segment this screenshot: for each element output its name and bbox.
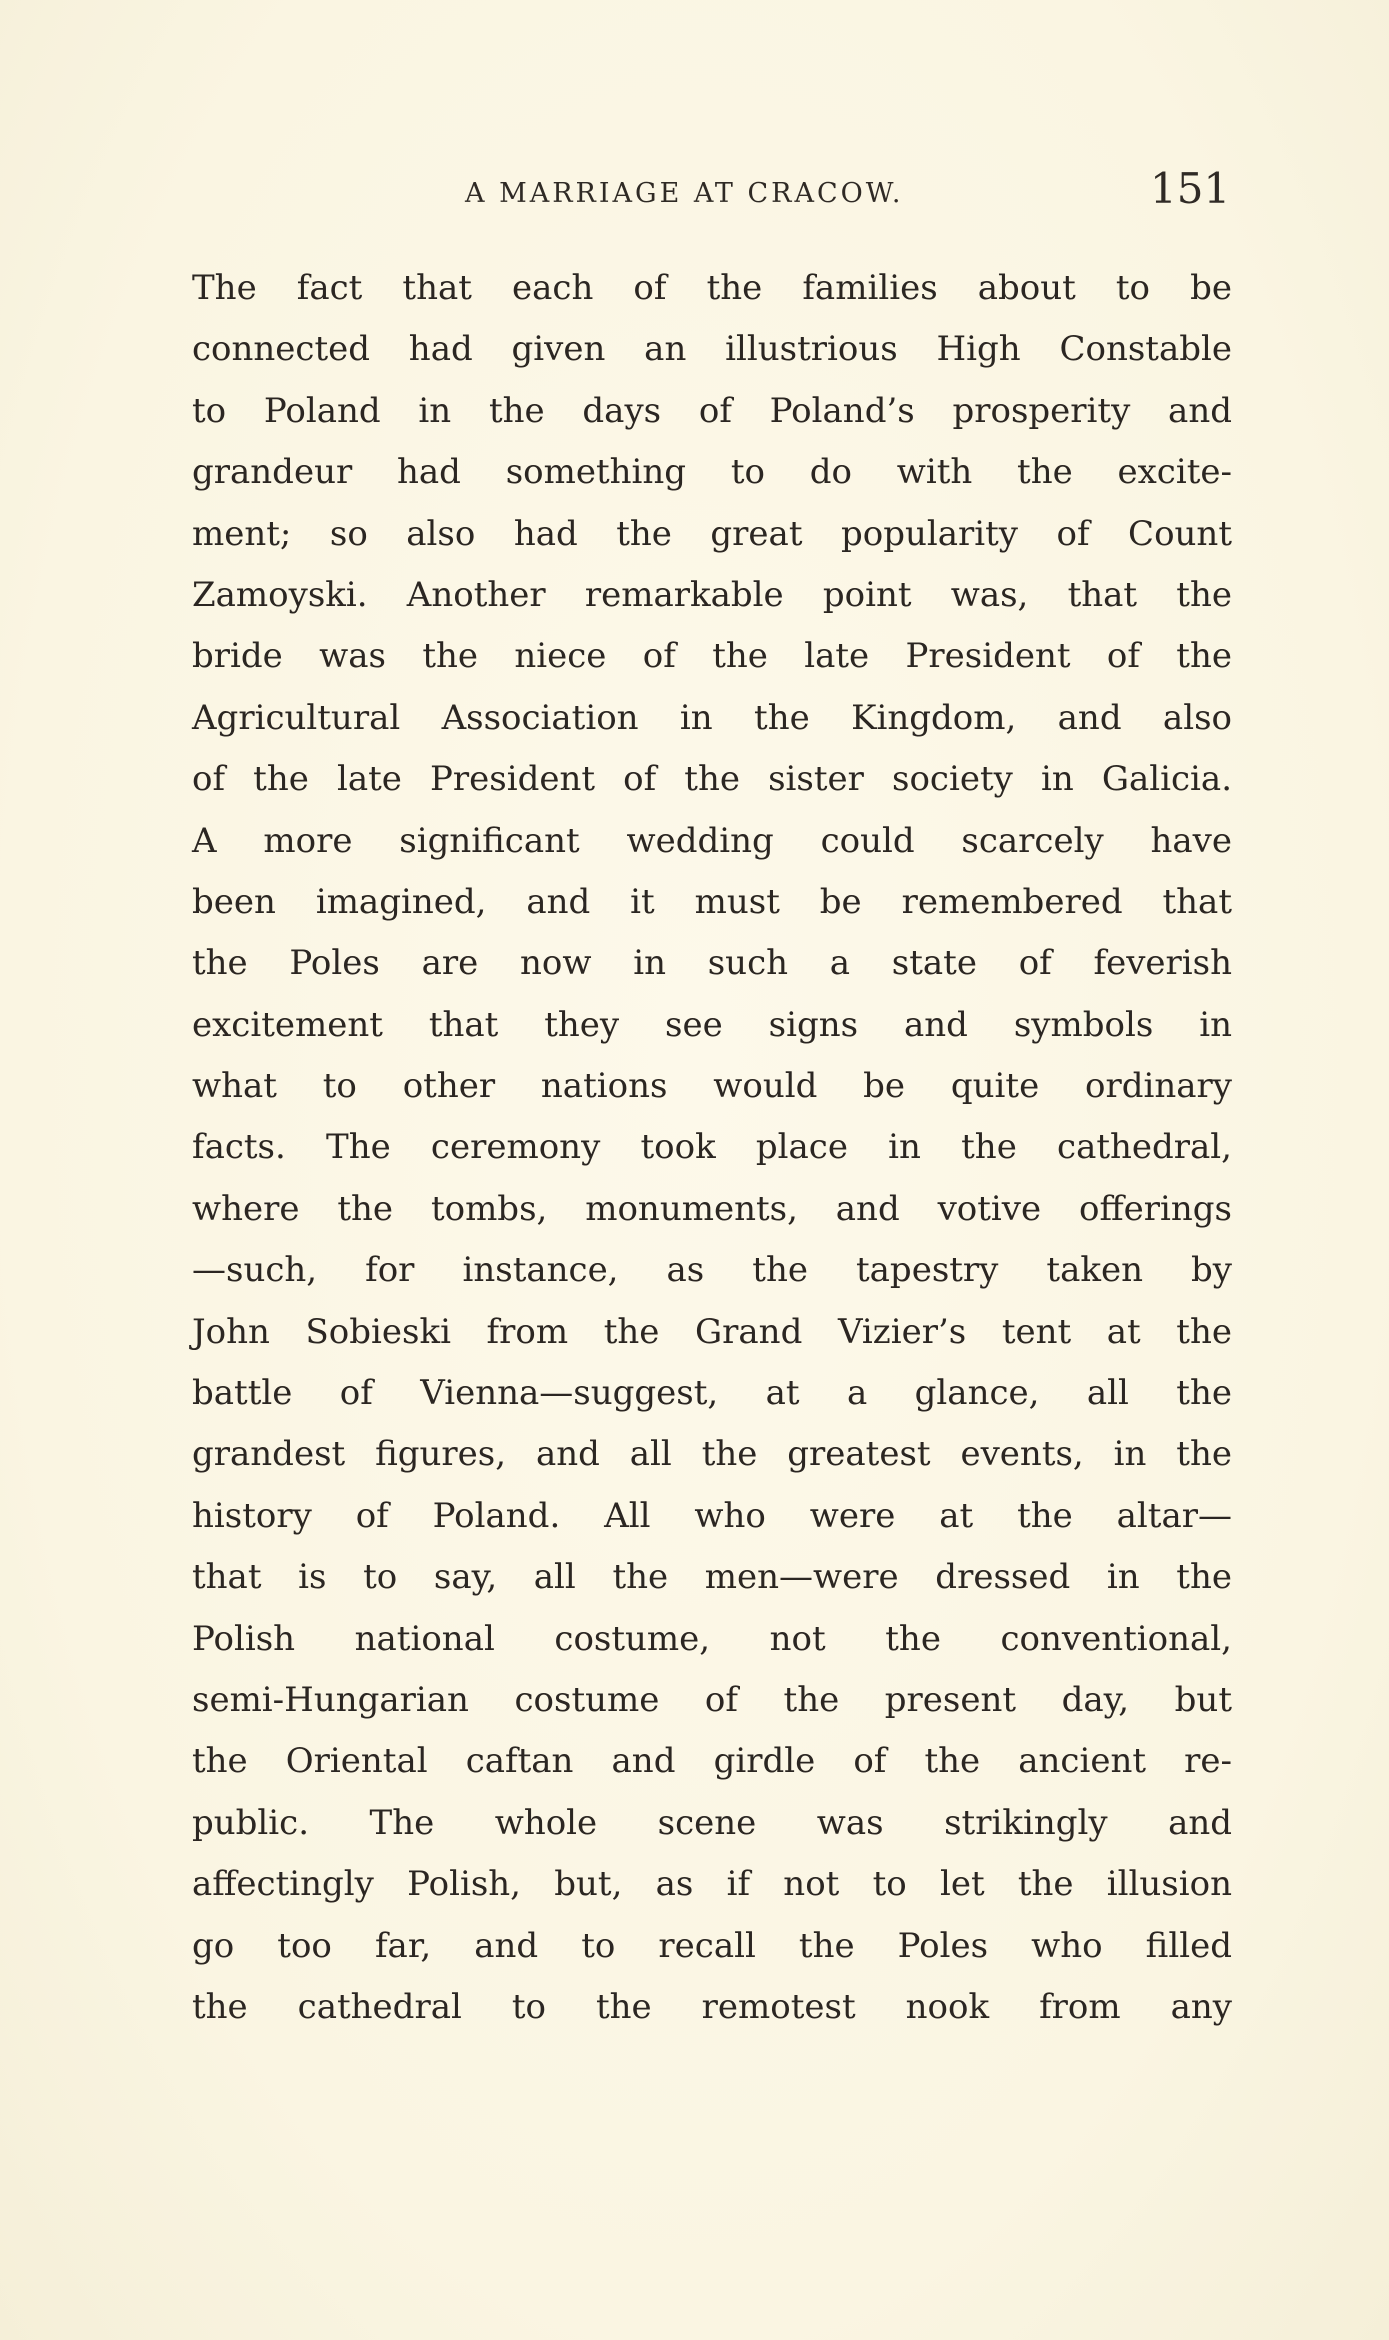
text-line: grandeur had something to do with the excite- [192,452,1232,493]
text-line: the Poles are now in such a state of feverish [192,943,1232,984]
text-line: semi-Hungarian costume of the present day, but [192,1679,1232,1720]
text-line: of the late President of the sister society in Galicia. [192,759,1232,800]
text-line: that is to say, all the men—were dressed in the [192,1557,1232,1598]
text-line: go too far, and to recall the Poles who filled [192,1925,1232,1966]
text-line: ment; so also had the great popularity of Count [192,513,1232,554]
text-line: A more significant wedding could scarcely have [192,820,1232,861]
text-line: Agricultural Association in the Kingdom, and also [192,697,1232,738]
text-line: battle of Vienna—suggest, at a glance, all the [192,1373,1232,1414]
text-line: where the tombs, monuments, and votive offerings [192,1188,1232,1229]
running-title: A MARRIAGE AT CRACOW. [465,178,904,209]
text-line: connected had given an illustrious High Constable [192,329,1232,370]
running-head [0,160,1389,220]
text-line: the Oriental caftan and girdle of the ancient re- [192,1741,1232,1782]
text-line: Polish national costume, not the conventional, [192,1618,1232,1659]
text-line: grandest figures, and all the greatest events, in the [192,1434,1232,1475]
text-line: John Sobieski from the Grand Vizier’s tent at the [192,1311,1232,1352]
text-line: to Poland in the days of Poland’s prosperity and [192,390,1232,431]
text-line: the cathedral to the remotest nook from any [192,1986,1232,2027]
text-line: what to other nations would be quite ordinary [192,1066,1232,1107]
text-line: affectingly Polish, but, as if not to let the illusion [192,1864,1232,1905]
text-line: The fact that each of the families about to be [192,268,1232,308]
text-line: history of Poland. All who were at the altar— [192,1495,1232,1536]
text-line: bride was the niece of the late President of the [192,636,1232,677]
text-line: public. The whole scene was strikingly and [192,1802,1232,1843]
text-line: —such, for instance, as the tapestry taken by [192,1250,1232,1291]
page-number: 151 [1150,164,1231,213]
text-line: excitement that they see signs and symbols in [192,1004,1232,1045]
text-line: been imagined, and it must be remembered that [192,881,1232,922]
text-line: facts. The ceremony took place in the cathedral, [192,1127,1232,1168]
text-line: Zamoyski. Another remarkable point was, that the [192,574,1232,615]
body-text [192,258,1232,2038]
